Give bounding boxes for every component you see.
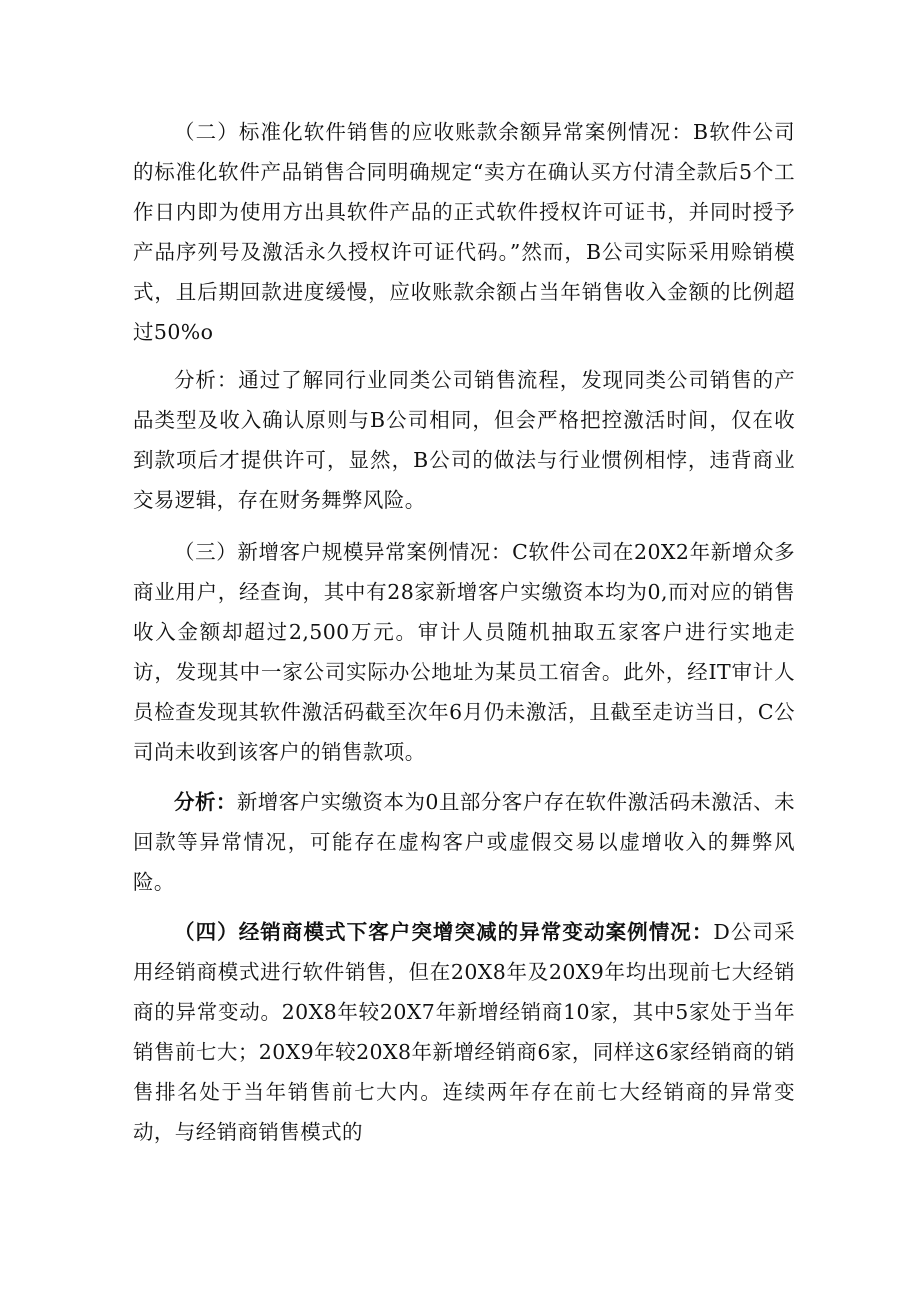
paragraph-body: B软件公司的标准化软件产品销售合同明确规定“卖方在确认买方付清全款后5个工作日内即为使用方出具软件产品的正式软件授权许可证书，并同时授予产品序列号及激活永久授权许可证代码。”然而，B公司实际采用赊销模式，且后期回款进度缓慢，应收账款余额占当年销售收入金额的比例超过50%o (133, 120, 795, 344)
paragraph-body: 新增客户实缴资本为0且部分客户存在软件激活码未激活、未回款等异常情况，可能存在虚构客户或虚假交易以虚增收入的舞弊风险。 (133, 790, 796, 894)
document-page (133, 112, 795, 1164)
paragraph-new-customers-case (133, 532, 795, 772)
paragraph-receivables-case (133, 112, 795, 352)
paragraph-body: D公司采用经销商模式进行软件销售，但在20X8年及20X9年均出现前七大经销商的异常变动。20X8年较20X7年新增经销商10家，其中5家处于当年销售前七大；20X9年较20X8年新增经销商6家，同样这6家经销商的销售排名处于当年销售前七大内。连续两年存在前七大经销商的异常变动，与经销商销售模式的 (133, 920, 795, 1144)
paragraph-lead: 分析： (174, 368, 239, 392)
paragraph-receivables-analysis (133, 360, 795, 520)
paragraph-lead: 分析： (174, 790, 237, 814)
paragraph-body: 通过了解同行业同类公司销售流程，发现同类公司销售的产品类型及收入确认原则与B公司相同，但会严格把控激活时间，仅在收到款项后才提供许可，显然，B公司的做法与行业惯例相悖，违背商业交易逻辑，存在财务舞弊风险。 (133, 368, 795, 512)
paragraph-lead: （三）新增客户规模异常案例情况： (174, 540, 513, 564)
paragraph-lead: （四）经销商模式下客户突增突减的异常变动案例情况： (174, 920, 714, 944)
paragraph-body: C软件公司在20X2年新增众多商业用户，经查询，其中有28家新增客户实缴资本均为0,而对应的销售收入金额却超过2,500万元。审计人员随机抽取五家客户进行实地走访，发现其中一家公司实际办公地址为某员工宿舍。此外，经IT审计人员检查发现其软件激活码截至次年6月仍未激活，且截至走访当日，C公司尚未收到该客户的销售款项。 (133, 540, 795, 764)
paragraph-new-customers-analysis (133, 782, 795, 902)
paragraph-distributor-case (133, 912, 795, 1152)
paragraph-lead: （二）标准化软件销售的应收账款余额异常案例情况： (174, 120, 694, 144)
